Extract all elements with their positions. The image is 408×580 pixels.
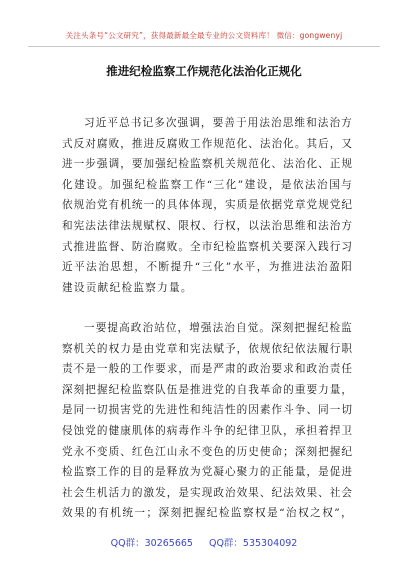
header-banner: 关注头条号“公文研究”，获得最新最全最专业的公文资料库！ 微信：gongwenyj (65, 31, 343, 40)
text-line: 化 建 设 。 加 强 纪 检 监 察 工 作 “ 三 化 ” 建 设 ， 是 依 法 治 国 与 (62, 178, 352, 191)
paragraph-1 (62, 113, 352, 298)
text-line: 责 不 是 一 般 的 工 作 要 求 ， 而 是 严 肃 的 政 治 要 求 和 政 治 责 任 (62, 363, 352, 376)
text-line: 侵 蚀 党 的 健 康 肌 体 的 病 毒 作 斗 争 的 纪 律 卫 队 ， 承 担 着 捍 卫 (62, 424, 352, 437)
text-line: 是 同 一 切 损 害 党 的 先 进 性 和 纯 洁 性 的 因 素 作 斗 争 、 同 一 切 (62, 404, 352, 417)
text-line: 检 监 察 工 作 的 目 的 是 释 放 为 党 凝 心 聚 力 的 正 能 量 ， 是 促 进 (62, 466, 352, 479)
text-line: 进 一 步 强 调 ， 要 加 强 纪 检 监 察 机 关 规 范 化 、 法 治 化 、 正 规 (62, 158, 352, 171)
footer-qq-group-2: QQ群：535304092 (208, 538, 298, 549)
text-line: 式 推 进 监 督 、 防 治 腐 败 。 全 市 纪 检 监 察 机 关 要 深 入 践 行 习 (62, 240, 352, 253)
text-line: 建设贡献纪检监察力量。 (62, 281, 193, 294)
text-line: 一 要 提 高 政 治 站 位 ， 增 强 法 治 自 觉 。 深 刻 把 握 纪 检 监 (84, 322, 352, 334)
paragraph-2 (62, 318, 352, 524)
text-line: 党 永 不 变 质 、 红 色 江 山 永 不 变 色 的 历 史 使 命 ； 深 刻 把 握 纪 (62, 445, 352, 458)
document-title: 推进纪检监察工作规范化法治化正规化 (106, 64, 302, 78)
text-line: 效 果 的 有 机 统 一 ； 深 刻 把 握 纪 检 监 察 权 是 “ 治 权 之 权 ” ， (62, 507, 352, 520)
text-line: 察 机 关 的 权 力 是 由 党 章 和 宪 法 赋 予 ， 依 规 依 纪 依 法 履 行 职 (62, 342, 352, 355)
footer-qq-group-1: QQ群：30265665 (110, 538, 193, 549)
text-line: 社 会 生 机 活 力 的 激 发 ， 是 实 现 政 治 效 果 、 纪 法 效 果 、 社 会 (62, 486, 352, 499)
text-line: 和 宪 法 法 律 法 规 赋 权 、 限 权 、 行 权 ， 以 法 治 思 维 和 法 治 方 (62, 219, 352, 232)
text-line: 近 平 法 治 思 想 ， 不 断 提 升 “ 三 化 ” 水 平 ， 为 推 进 法 治 盈 阳 (62, 261, 352, 274)
text-line: 习 近 平 总 书 记 多 次 强 调 ， 要 善 于 用 法 治 思 维 和 法 治 方 (84, 117, 352, 129)
header-divider (28, 46, 380, 47)
text-line: 深 刻 把 握 纪 检 监 察 队 伍 是 推 进 党 的 自 我 革 命 的 重 要 力 量 ， (62, 383, 352, 396)
text-line: 依 规 治 党 有 机 统 一 的 具 体 体 现 ， 实 质 是 依 据 党 章 党 规 党 纪 (62, 199, 352, 212)
footer-contacts (0, 535, 408, 549)
text-line: 式 反 对 腐 败 ， 推 进 反 腐 败 工 作 规 范 化 、 法 治 化 。 其 后 ， 又 (62, 137, 352, 150)
